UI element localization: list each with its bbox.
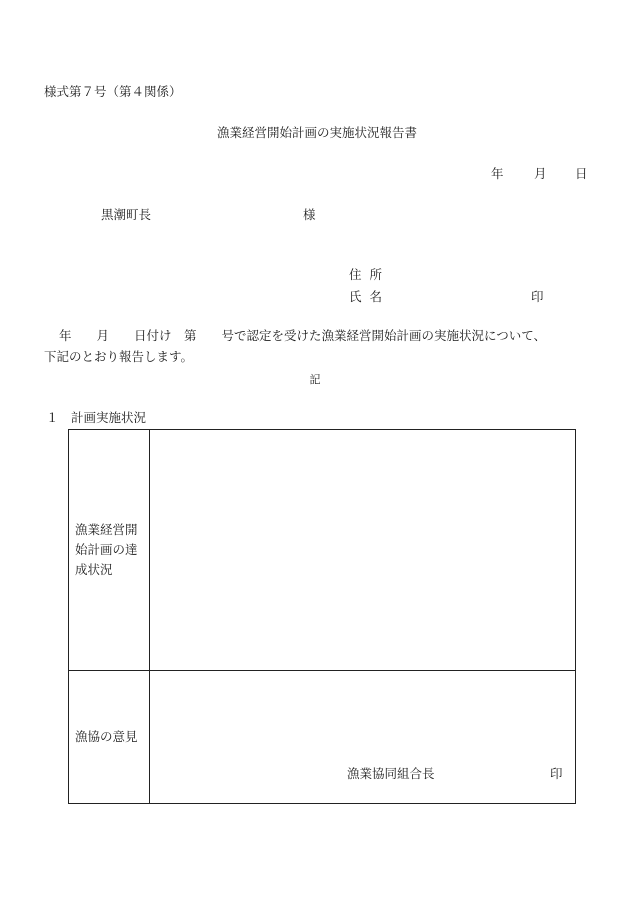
form-number: 様式第７号（第４関係） bbox=[44, 84, 182, 99]
fca-chair-label: 漁業協同組合長 bbox=[347, 766, 435, 781]
note-mark: 記 bbox=[309, 373, 321, 386]
achievement-status-label-cell bbox=[69, 430, 150, 671]
fca-opinion-label: 漁協の意見 bbox=[75, 729, 138, 744]
applicant-seal-mark: 印 bbox=[531, 289, 544, 304]
date-year-label: 年 bbox=[491, 166, 504, 181]
date-day-label: 日 bbox=[575, 166, 588, 181]
body-text-line-2: 下記のとおり報告します。 bbox=[44, 349, 194, 364]
report-table bbox=[68, 429, 576, 804]
name-label: 氏名 bbox=[349, 289, 391, 304]
address-label: 住所 bbox=[349, 267, 391, 282]
achievement-status-label: 漁業経営開始計画の達成状況 bbox=[75, 522, 138, 577]
table-row bbox=[69, 430, 576, 671]
body-text-line-1: 年 月 日付け 第 号で認定を受けた漁業経営開始計画の実施状況について、 bbox=[59, 328, 547, 343]
fca-opinion-content-cell[interactable] bbox=[150, 671, 576, 804]
recipient-name: 黒潮町長 bbox=[101, 207, 152, 222]
achievement-status-content-cell[interactable] bbox=[150, 430, 576, 671]
section-heading: １ 計画実施状況 bbox=[46, 410, 147, 425]
table-row bbox=[69, 671, 576, 804]
fca-seal-mark: 印 bbox=[550, 766, 563, 781]
recipient-honorific: 様 bbox=[303, 207, 316, 222]
date-month-label: 月 bbox=[534, 166, 547, 181]
document-title: 漁業経営開始計画の実施状況報告書 bbox=[216, 125, 417, 140]
fca-opinion-label-cell bbox=[69, 671, 150, 804]
